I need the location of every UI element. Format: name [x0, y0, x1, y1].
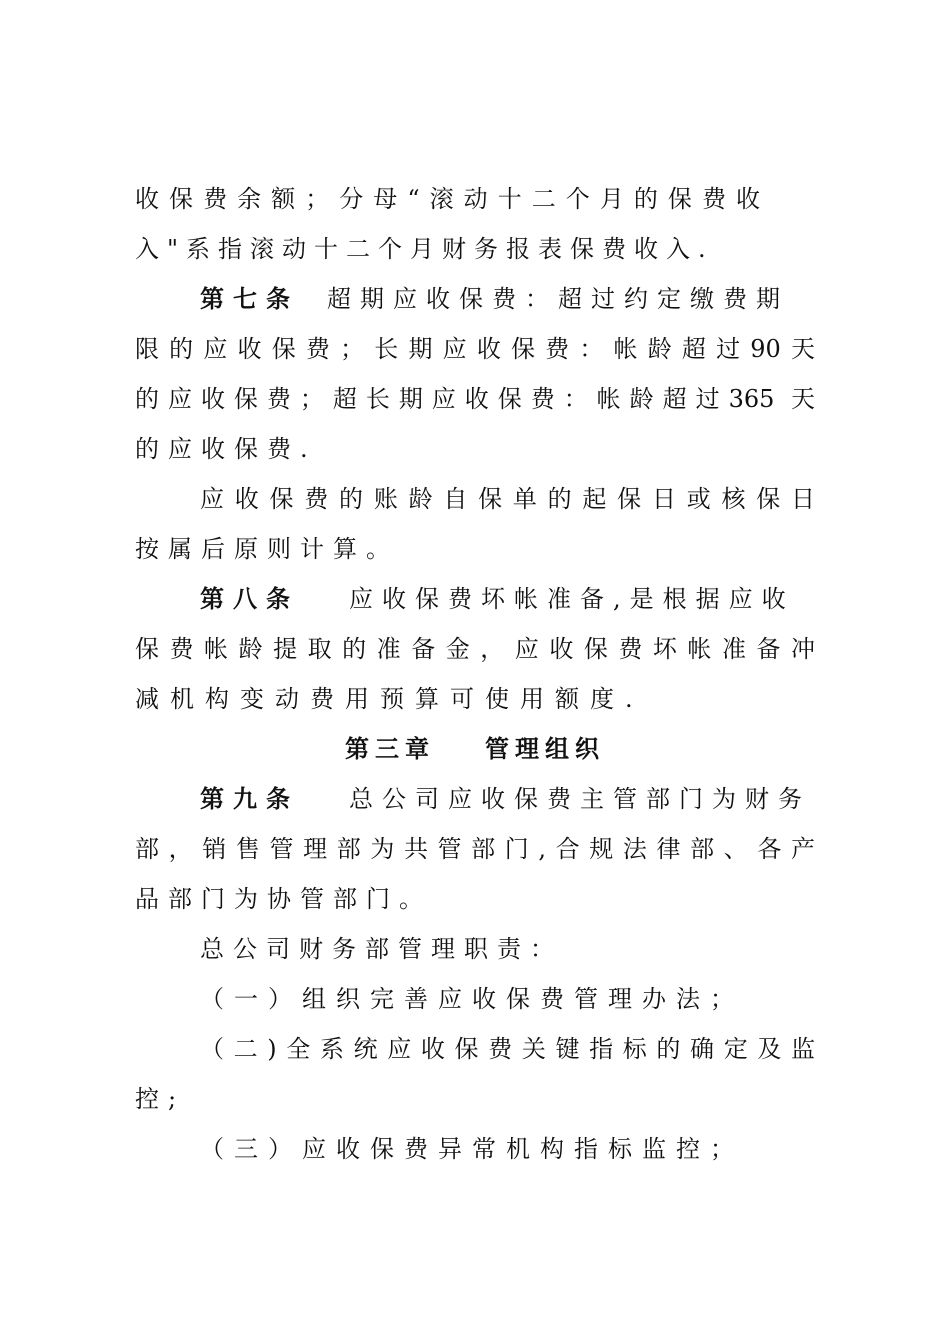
text-line-17: （一）组织完善应收保费管理办法；	[200, 985, 744, 1013]
article-8-label: 第八条	[200, 584, 299, 613]
text-line-6: 的应收保费.	[135, 435, 317, 463]
article-9-line	[200, 784, 815, 814]
text-line-2: 入"系指滚动十二个月财务报表保费收入.	[135, 235, 714, 263]
text-line-14: 部，销售管理部为共管部门,合规法律部、各产	[135, 835, 815, 863]
article-7-label: 第七条	[200, 284, 299, 313]
text-line-11: 减机构变动费用预算可使用额度.	[135, 685, 644, 713]
article-7-text: 超期应收保费：超过约定缴费期	[327, 285, 789, 313]
article-9-text: 总公司应收保费主管部门为财务	[349, 785, 811, 813]
text-line-18: （二)全系统应收保费关键指标的确定及监	[200, 1035, 815, 1063]
text-line-8: 按属后原则计算。	[135, 535, 399, 563]
text-line-1: 收保费余额；分母“滚动十二个月的保费收	[135, 185, 760, 213]
article-8-line	[200, 584, 815, 614]
text-line-20: （三）应收保费异常机构指标监控；	[200, 1135, 744, 1163]
chapter-title: 管理组织	[485, 734, 605, 763]
article-9-label: 第九条	[200, 784, 299, 813]
text-line-15: 品部门为协管部门。	[135, 885, 432, 913]
article-8-text: 应收保费坏帐准备,是根据应收	[349, 585, 795, 613]
text-line-4: 限的应收保费；长期应收保费：帐龄超过90天	[135, 335, 815, 363]
text-line-19: 控;	[135, 1085, 186, 1113]
text-line-5: 的应收保费；超长期应收保费：帐龄超过365 天	[135, 385, 815, 413]
article-7-line	[200, 284, 815, 314]
chapter-heading	[0, 734, 950, 764]
chapter-number: 第三章	[345, 734, 435, 763]
text-line-7: 应收保费的账龄自保单的起保日或核保日	[200, 485, 815, 513]
text-line-16: 总公司财务部管理职责：	[200, 935, 563, 963]
text-line-10: 保费帐龄提取的准备金，应收保费坏帐准备冲	[135, 635, 815, 663]
